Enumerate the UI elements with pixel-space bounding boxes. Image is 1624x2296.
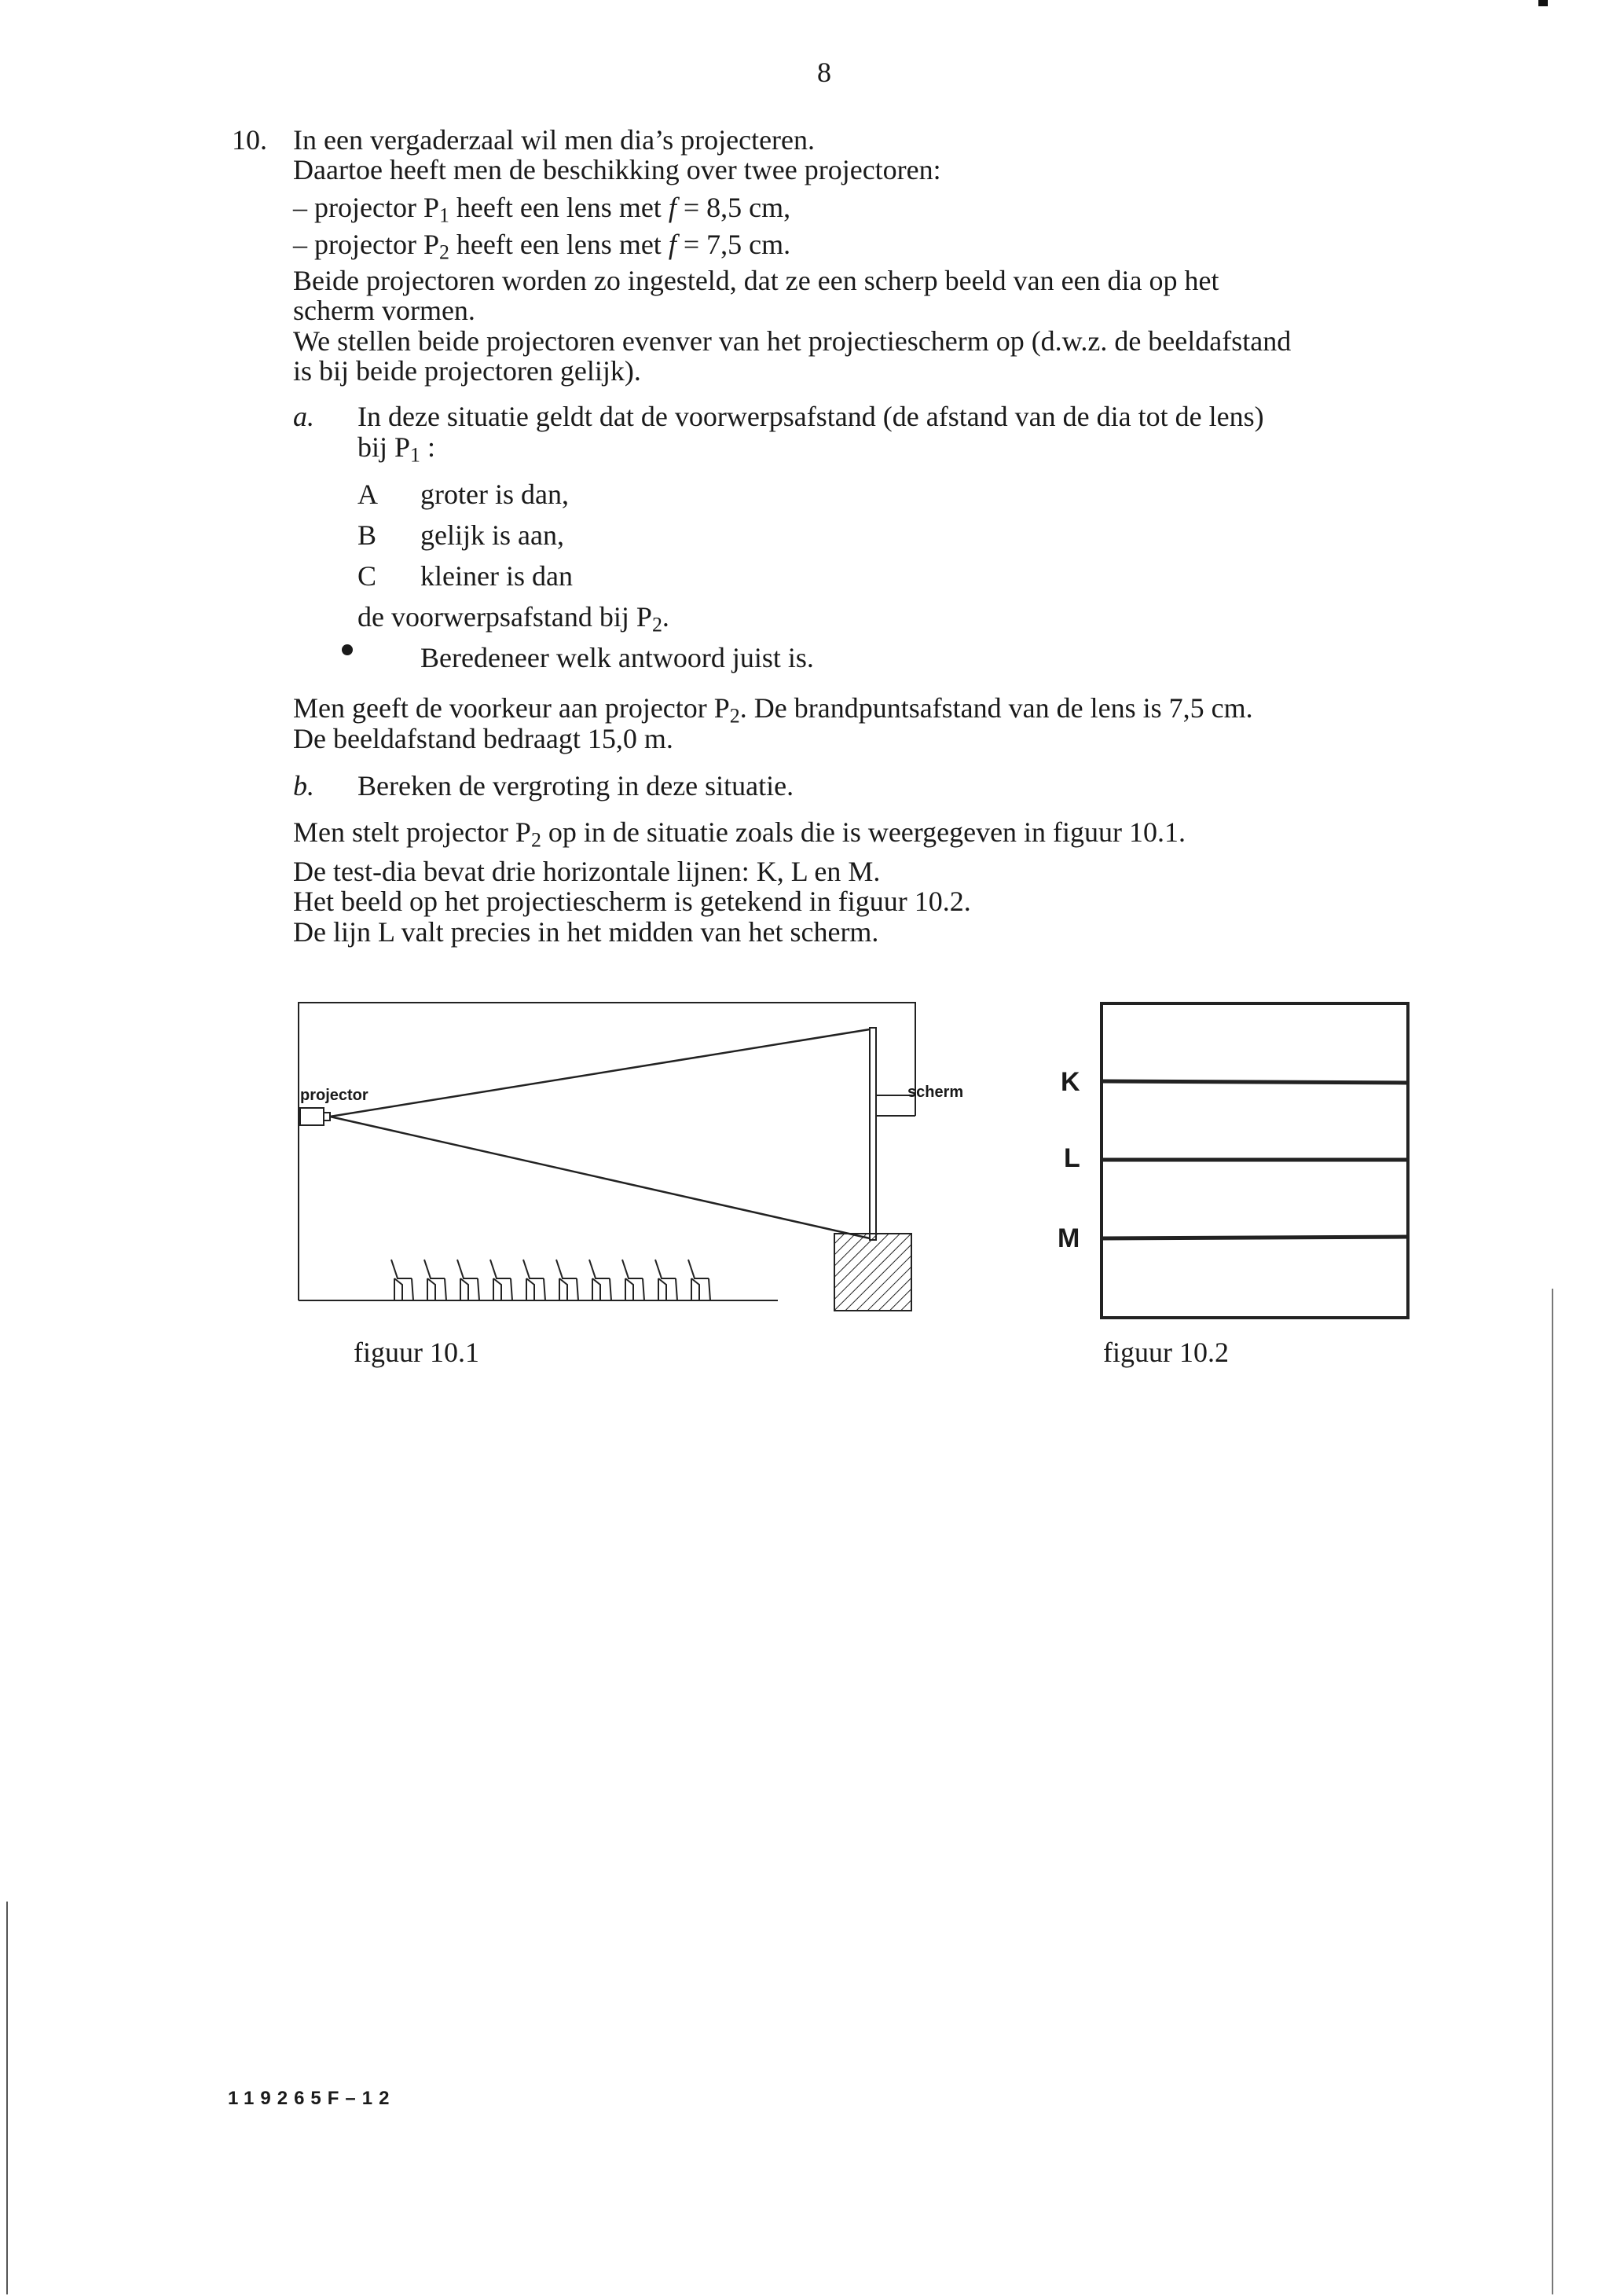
bullet-instruction: Beredeneer welk antwoord juist is. (420, 642, 814, 673)
bullet-icon (342, 644, 353, 655)
projector-p2-f: f (668, 229, 676, 260)
figure-10-1 (291, 998, 964, 1328)
projector-p1-prefix: – projector P (293, 192, 439, 223)
part-a-closing (357, 601, 669, 640)
part-b-label: b. (293, 770, 314, 801)
option-a-letter: A (357, 479, 378, 510)
light-ray-bottom (330, 1117, 870, 1238)
part-a-label: a. (293, 401, 314, 432)
part-a-closing-sub: 2 (651, 613, 662, 636)
part-a-line-1: In deze situatie geldt dat de voorwerpsafstand (de afstand van de dia tot de lens) (357, 401, 1264, 432)
footer-code: 119265F–12 (228, 2088, 396, 2109)
figure-10-2-caption: figuur 10.2 (1103, 1337, 1229, 1368)
line-k (1102, 1081, 1408, 1083)
situation-suffix: op in de situatie zoals die is weergegeven in figuur 10.1. (541, 816, 1186, 848)
question-number: 10. (232, 124, 267, 156)
projector-p2-prefix: – projector P (293, 229, 439, 260)
situation-sub: 2 (530, 828, 541, 852)
projector-p2-line (293, 229, 790, 268)
page-number: 8 (817, 57, 831, 88)
preference-suffix: . De brandpuntsafstand van de lens is 7,5 cm. (739, 692, 1253, 724)
chair-icon (424, 1260, 446, 1300)
part-b-text: Bereken de vergroting in deze situatie. (357, 770, 794, 801)
chair-icon (622, 1260, 644, 1300)
intro-line-1: In een vergaderzaal wil men dia’s projecteren. (293, 124, 816, 156)
chair-icon (655, 1260, 677, 1300)
scan-edge-line (1552, 1289, 1553, 2294)
label-m: M (1058, 1223, 1080, 1253)
chair-icon (490, 1260, 512, 1300)
room-outline (299, 1003, 915, 1300)
projection-screen (870, 1028, 876, 1240)
part-a-line-2 (357, 431, 435, 471)
chair-icon (589, 1260, 611, 1300)
projector-lens (324, 1113, 330, 1120)
label-k: K (1061, 1067, 1080, 1097)
option-c-text: kleiner is dan (420, 560, 573, 592)
projector-p2-mid: heeft een lens met (449, 229, 669, 260)
projector-p2-value: = 7,5 cm. (676, 229, 791, 260)
part-a-line-2-suffix: : (420, 431, 435, 463)
projector-p1-line (293, 192, 790, 231)
chair-icon (523, 1260, 545, 1300)
hatched-block (834, 1234, 911, 1311)
chair-icon (556, 1260, 578, 1300)
projector-p1-mid: heeft een lens met (449, 192, 669, 223)
chair-icon (457, 1260, 479, 1300)
projector-p2-sub: 2 (438, 240, 449, 264)
intro-line-2: Daartoe heeft men de beschikking over twee projectoren: (293, 154, 941, 185)
projector-p1-value: = 8,5 cm, (676, 192, 791, 223)
situation-prefix: Men stelt projector P (293, 816, 531, 848)
setup-line-3: We stellen beide projectoren evenver van het projectiescherm op (d.w.z. de beeldafstand (293, 325, 1292, 357)
preference-prefix: Men geeft de voorkeur aan projector P (293, 692, 730, 724)
setup-line-2: scherm vormen. (293, 295, 475, 326)
projector-box (300, 1108, 324, 1125)
light-ray-top (330, 1029, 870, 1117)
figure-10-2 (1053, 998, 1414, 1328)
chair-icon (391, 1260, 413, 1300)
test-line-1: De test-dia bevat drie horizontale lijnen: K, L en M. (293, 856, 881, 887)
setup-line-1: Beide projectoren worden zo ingesteld, dat ze een scherp beeld van een dia op het (293, 265, 1219, 296)
preference-sub: 2 (729, 704, 740, 728)
projector-p1-f: f (668, 192, 676, 223)
chair-icon (688, 1260, 710, 1300)
projector-p1-sub: 1 (438, 204, 449, 227)
preference-line-2: De beeldafstand bedraagt 15,0 m. (293, 723, 673, 754)
part-a-line-2-prefix: bij P (357, 431, 411, 463)
screen-label: scherm (907, 1084, 964, 1101)
test-line-2: Het beeld op het projectiescherm is getekend in figuur 10.2. (293, 886, 971, 917)
projector-label: projector (300, 1087, 368, 1104)
test-line-3: De lijn L valt precies in het midden van het scherm. (293, 916, 879, 948)
page-corner-mark (1538, 0, 1548, 6)
scan-edge-line-left (6, 1902, 8, 2294)
setup-line-4: is bij beide projectoren gelijk). (293, 355, 641, 387)
situation-line (293, 816, 1186, 856)
label-l: L (1064, 1143, 1080, 1173)
part-a-line-2-sub: 1 (410, 443, 420, 467)
option-a-text: groter is dan, (420, 479, 569, 510)
chairs-row (391, 1260, 710, 1300)
figure-10-1-caption: figuur 10.1 (354, 1337, 479, 1368)
part-a-closing-suffix: . (662, 601, 669, 633)
option-c-letter: C (357, 560, 377, 592)
part-a-closing-prefix: de voorwerpsafstand bij P (357, 601, 652, 633)
option-b-letter: B (357, 519, 377, 551)
line-m (1102, 1237, 1408, 1238)
option-b-text: gelijk is aan, (420, 519, 564, 551)
